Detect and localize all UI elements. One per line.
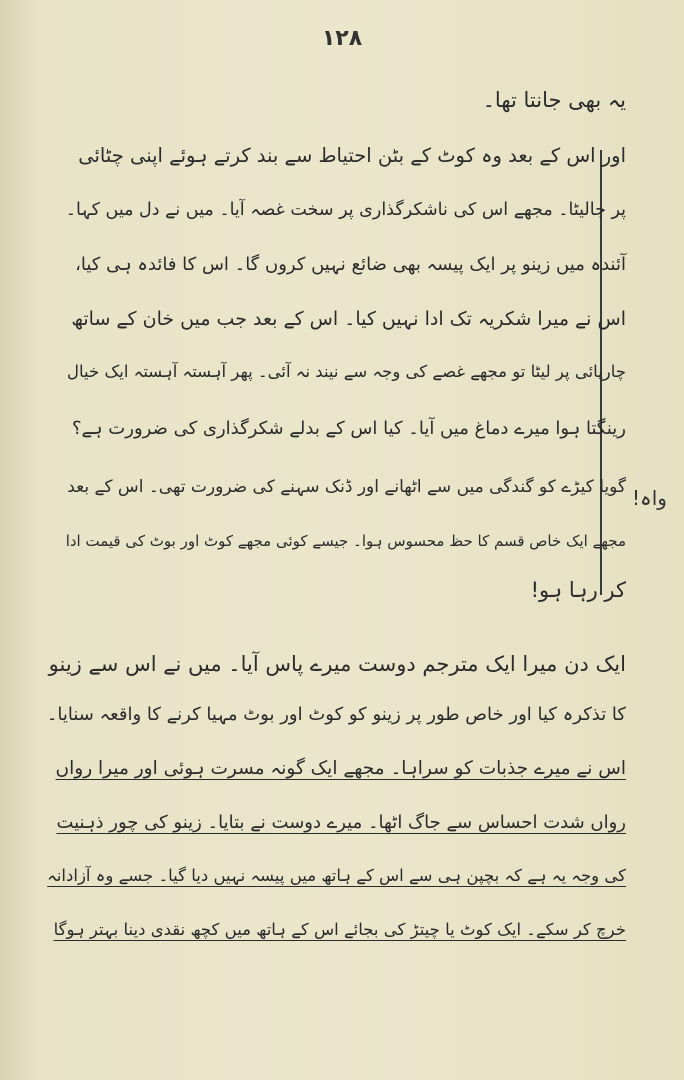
text-line: یہ بھی جانتا تھا۔ bbox=[482, 88, 626, 112]
text-line: گویا کیڑے کو گندگی میں سے اٹھانے اور ڈنک سہنے کی ضرورت تھی۔ اس کے بعد bbox=[67, 477, 626, 497]
text-line: آئندہ میں زینو پر ایک پیسہ بھی ضائع نہیں کروں گا۔ اس کا فائدہ ہی کیا، bbox=[75, 254, 626, 275]
text-line: کر رہا ہو! bbox=[530, 578, 626, 602]
text-line: رینگتا ہوا میرے دماغ میں آیا۔ کیا اس کے بدلے شکرگذاری کی ضرورت ہے؟ bbox=[71, 418, 626, 439]
text-line: چارپائی پر لیٹا تو مجھے غصے کی وجہ سے نیند نہ آئی۔ پھر آہستہ آہستہ ایک خیال bbox=[67, 362, 626, 381]
margin-note: واہ! bbox=[632, 486, 667, 510]
text-line: خرچ کر سکے۔ ایک کوٹ یا چیتڑ کی بجائے اس کے ہاتھ میں کچھ نقدی دینا بہتر ہوگا bbox=[53, 920, 626, 939]
text-line: ایک دن میرا ایک مترجم دوست میرے پاس آیا۔ میں نے اس سے زینو bbox=[48, 652, 626, 676]
paragraph-1 bbox=[66, 88, 626, 608]
text-line: مجھے ایک خاص قسم کا حظ محسوس ہوا۔ جیسے کوئی مجھے کوٹ اور بوٹ کی قیمت ادا bbox=[65, 532, 626, 550]
page-number: ۱۲۸ bbox=[321, 26, 363, 51]
text-line: کی وجہ یہ ہے کہ بچپن ہی سے اس کے ہاتھ میں پیسہ نہیں دیا گیا۔ جسے وہ آزادانہ bbox=[47, 866, 626, 885]
text-line: اس نے میرا شکریہ تک ادا نہیں کیا۔ اس کے بعد جب میں خان کے ساتھ bbox=[71, 308, 626, 330]
text-line: پر جالیٹا۔ مجھے اس کی ناشکرگذاری پر سخت غصہ آیا۔ میں نے دل میں کہا۔ bbox=[65, 200, 626, 220]
text-line: اس نے میرے جذبات کو سراہا۔ مجھے ایک گونہ مسرت ہوئی اور میرا رواں bbox=[55, 758, 626, 779]
paragraph-2 bbox=[46, 652, 626, 962]
text-line: اور اس کے بعد وہ کوٹ کے بٹن احتیاط سے بند کرتے ہوئے اپنی چٹائی bbox=[78, 144, 626, 167]
text-line: رواں شدت احساس سے جاگ اٹھا۔ میرے دوست نے بتایا۔ زینو کی چور ذہنیت bbox=[56, 812, 626, 833]
text-line: کا تذکرہ کیا اور خاص طور پر زینو کو کوٹ اور بوٹ مہیا کرنے کا واقعہ سنایا۔ bbox=[46, 704, 626, 725]
